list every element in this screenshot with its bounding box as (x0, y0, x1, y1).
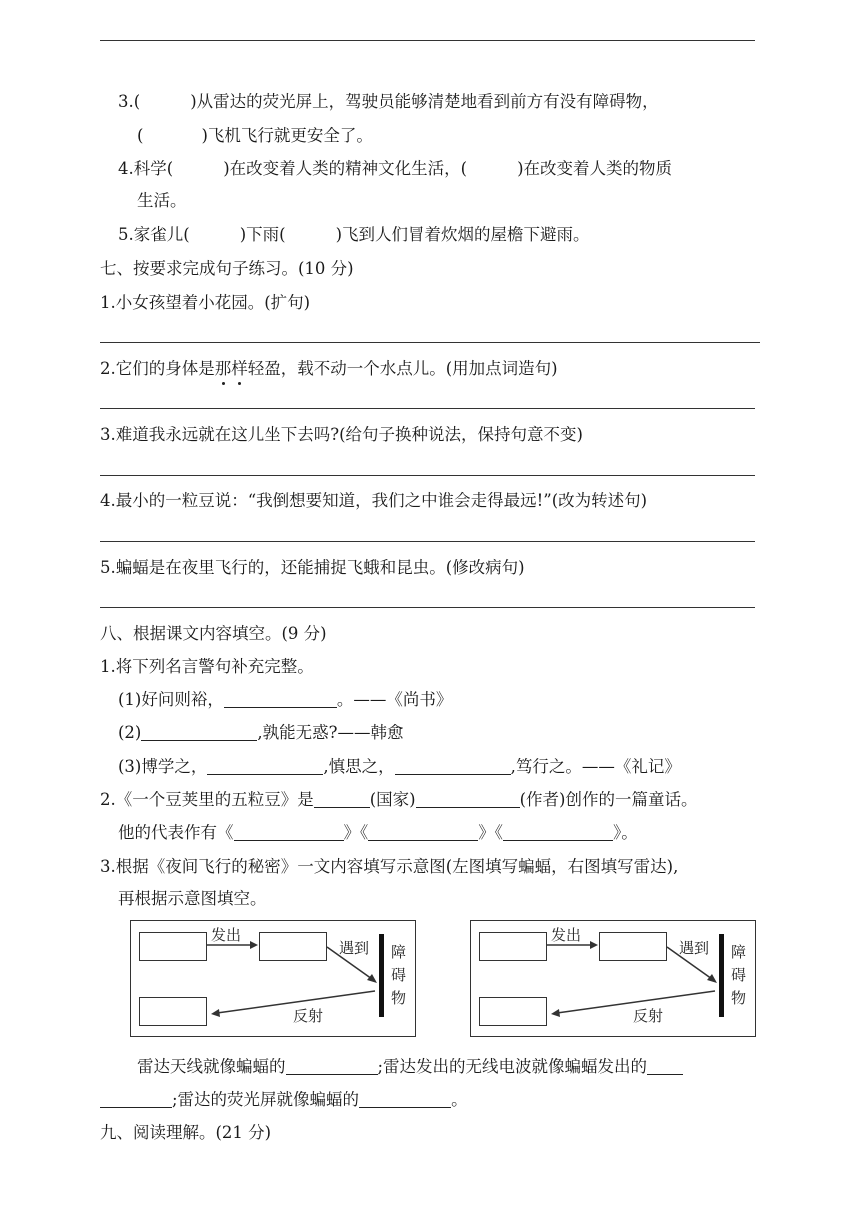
q8-p1c (118, 756, 681, 778)
q8-p1c-blank-1[interactable] (207, 758, 323, 775)
q8-p2-f: 》《 (478, 823, 503, 842)
q8-wave-blank-end[interactable] (100, 1091, 172, 1108)
q8-p2-work-blank-2[interactable] (368, 824, 478, 841)
q6-item4-line2 (137, 190, 187, 212)
q7-s4: 4.最小的一粒豆说：“我倒想要知道，我们之中谁会走得最远!”(改为转述句) (100, 491, 648, 510)
q7-s2-dot-char-2: 样 (231, 359, 248, 378)
q8-p3-line1: 3.根据《夜间飞行的秘密》一文内容填写示意图(左图填写蝙蝠，右图填写雷达), (100, 857, 679, 876)
q7-s2-pre: 2.它们的身体是 (100, 359, 215, 378)
q7-s1-answer-line[interactable] (100, 342, 760, 343)
q6-item3-text-c: ( (137, 126, 144, 145)
q6-item5-text-a: 5.家雀儿( (118, 225, 190, 244)
q7-s2-answer-line[interactable] (100, 408, 755, 409)
bat-label-send: 发出 (211, 926, 242, 944)
bat-box-target[interactable] (259, 932, 327, 961)
q7-s2-post: 轻盈，载不动一个水点儿。(用加点词造句) (247, 359, 558, 378)
q8-p2-work-blank-1[interactable] (234, 824, 344, 841)
q8-p3-line2: 再根据示意图填空。 (118, 889, 267, 908)
header-rule (100, 40, 755, 41)
q7-s2-dot-char-1: 那 (214, 359, 232, 378)
q7-s5: 5.蝙蝠是在夜里飞行的，还能捕捉飞蛾和昆虫。(修改病句) (100, 558, 525, 577)
q6-item4-text-c: )在改变着人类的物质 (517, 159, 672, 178)
q8-antenna-blank[interactable] (286, 1058, 378, 1075)
q8-p2-line1 (100, 789, 698, 811)
radar-box-receiver[interactable] (479, 997, 547, 1026)
q8-p2-e: 》《 (343, 823, 369, 842)
bat-obstacle-char-3: 物 (391, 989, 407, 1007)
q6-item5 (118, 224, 590, 246)
q8-p1b-blank[interactable] (141, 724, 257, 741)
q6-item3-text-a: 3.( (118, 92, 141, 111)
q8-fill1-a: 雷达天线就像蝙蝠的 (137, 1057, 286, 1076)
q8-fill1-b: ;雷达发出的无线电波就像蝙蝠发出的 (377, 1057, 648, 1076)
q8-p2-a: 2.《一个豆荚里的五粒豆》是 (100, 790, 314, 809)
bat-diagram (130, 920, 416, 1037)
q8-p2-c: (作者)创作的一篇童话。 (519, 790, 698, 809)
q6-item5-text-c: )飞到人们冒着炊烟的屋檐下避雨。 (335, 225, 590, 244)
radar-box-source[interactable] (479, 932, 547, 961)
q8-p2-author-blank[interactable] (416, 791, 520, 808)
q8-screen-blank[interactable] (359, 1091, 451, 1108)
q8-p1a-blank[interactable] (224, 691, 337, 708)
q8-p2-work-blank-3[interactable] (503, 824, 613, 841)
q8-p2-country-blank[interactable] (314, 791, 370, 808)
q7-s4-answer-line[interactable] (100, 541, 755, 542)
q8-p1a (118, 689, 452, 711)
q8-title: 八、根据课文内容填空。(9 分) (100, 624, 327, 643)
bat-obstacle-char-1: 障 (391, 943, 407, 961)
q6-item3-text-d: )飞机飞行就更安全了。 (201, 126, 373, 145)
bat-label-meet: 遇到 (339, 939, 370, 957)
bat-obstacle-char-2: 碍 (391, 966, 407, 984)
q8-fill-line1 (137, 1056, 683, 1078)
bat-box-source[interactable] (139, 932, 207, 961)
q6-item3-line1 (118, 91, 659, 113)
radar-obstacle-char-1: 障 (731, 943, 747, 961)
q9-title: 九、阅读理解。(21 分) (100, 1123, 272, 1142)
radar-obstacle-bar (719, 934, 724, 1017)
radar-box-target[interactable] (599, 932, 667, 961)
q8-wave-blank-start[interactable] (647, 1058, 683, 1075)
q7-s2 (100, 358, 558, 380)
q6-item4-text-d: 生活。 (137, 191, 187, 210)
q8-p1c-mid: ,慎思之， (323, 757, 395, 776)
q6-item4-line1 (118, 158, 672, 180)
q8-p1a-post: 。——《尚书》 (336, 690, 453, 709)
q7-s3: 3.难道我永远就在这儿坐下去吗?(给句子换种说法，保持句意不变) (100, 425, 583, 444)
radar-obstacle-char-2: 碍 (731, 966, 747, 984)
bat-label-obstacle (391, 941, 409, 1010)
q7-s3-answer-line[interactable] (100, 475, 755, 476)
q7-s5-answer-line[interactable] (100, 607, 755, 608)
bat-obstacle-bar (379, 934, 384, 1017)
radar-label-obstacle (731, 941, 749, 1010)
radar-label-send: 发出 (551, 926, 582, 944)
q8-p2-d: 他的代表作有《 (118, 823, 234, 842)
q8-p1b-pre: (2) (118, 723, 142, 742)
radar-diagram (470, 920, 756, 1037)
radar-label-reflect: 反射 (633, 1007, 664, 1025)
q8-p2-g: 》。 (613, 823, 638, 842)
radar-obstacle-char-3: 物 (731, 989, 747, 1007)
q6-item3-line2 (137, 125, 373, 147)
q8-p2-line2 (118, 822, 638, 844)
radar-label-meet: 遇到 (679, 939, 710, 957)
bat-label-reflect: 反射 (293, 1007, 324, 1025)
q7-title: 七、按要求完成句子练习。(10 分) (100, 259, 354, 278)
q8-fill-line2 (100, 1089, 468, 1111)
bat-box-receiver[interactable] (139, 997, 207, 1026)
q8-p1c-pre: (3)博学之， (118, 757, 208, 776)
q8-p1c-blank-2[interactable] (395, 758, 511, 775)
q8-p1b-post: ,孰能无惑?——韩愈 (257, 723, 404, 742)
q8-p1a-pre: (1)好问则裕， (118, 690, 224, 709)
q8-p1: 1.将下列名言警句补充完整。 (100, 657, 314, 676)
q6-item3-text-b: )从雷达的荧光屏上，驾驶员能够清楚地看到前方有没有障碍物， (190, 92, 659, 111)
q6-item4-text-b: )在改变着人类的精神文化生活，( (223, 159, 468, 178)
q7-s1: 1.小女孩望着小花园。(扩句) (100, 293, 311, 312)
q8-fill2-b: 。 (451, 1090, 468, 1109)
q8-p1c-post: ,笃行之。——《礼记》 (510, 757, 681, 776)
q6-item5-text-b: )下雨( (239, 225, 286, 244)
q8-p2-b: (国家) (369, 790, 416, 809)
q8-p1b (118, 722, 403, 744)
q8-fill2-a: ;雷达的荧光屏就像蝙蝠的 (172, 1090, 360, 1109)
q6-item4-text-a: 4.科学( (118, 159, 174, 178)
